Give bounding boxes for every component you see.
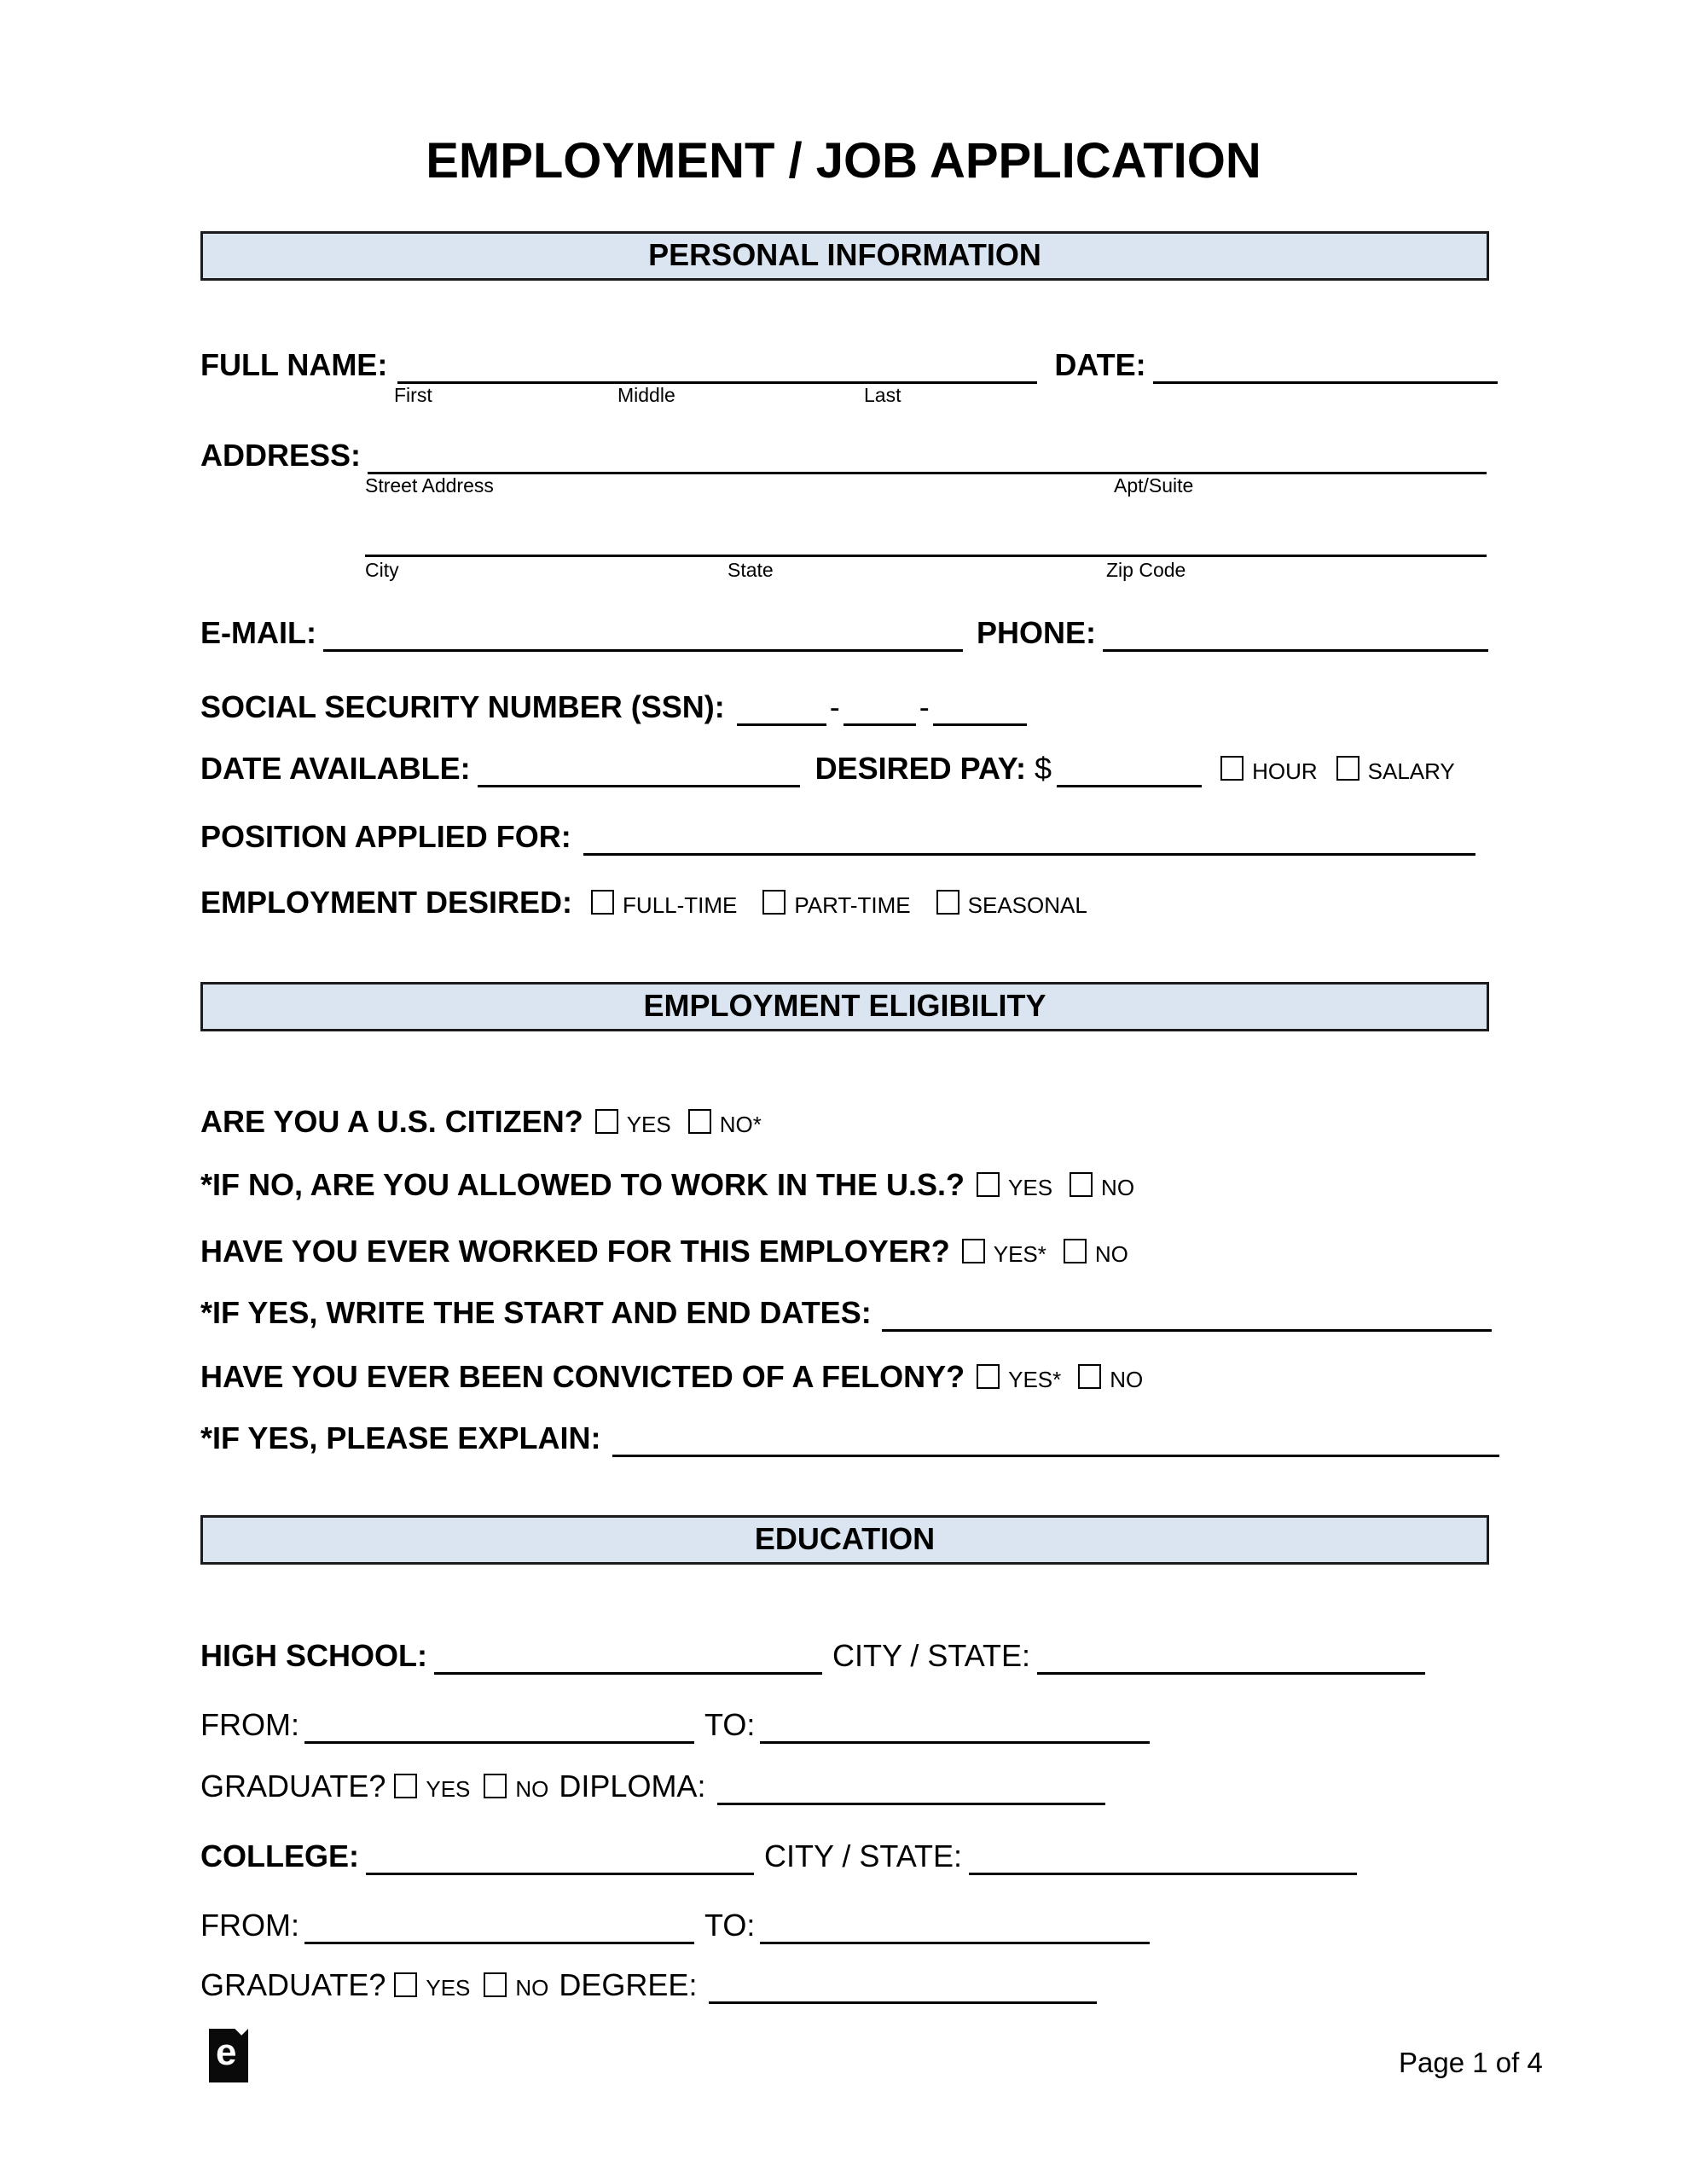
salary-checkbox[interactable] — [1336, 756, 1359, 781]
felony-yes-checkbox[interactable] — [977, 1364, 1000, 1389]
dollar-sign: $ — [1035, 751, 1052, 786]
section-header-employment-eligibility: EMPLOYMENT ELIGIBILITY — [200, 982, 1489, 1031]
page-number: Page 1 of 4 — [1399, 2047, 1543, 2078]
college-to-field-line[interactable] — [760, 1931, 1150, 1944]
hour-checkbox[interactable] — [1220, 756, 1244, 781]
full-name-field-line[interactable] — [397, 371, 1037, 384]
college-city-state-field-line[interactable] — [969, 1862, 1357, 1875]
ssn-field-line-1[interactable] — [737, 713, 826, 726]
felony-explain-label: *IF YES, PLEASE EXPLAIN: — [200, 1420, 601, 1455]
college-label: COLLEGE: — [200, 1838, 359, 1873]
allowed-no-label: NO — [1101, 1175, 1135, 1200]
college-graduate-no-label: NO — [515, 1975, 549, 2001]
full-time-checkbox[interactable] — [591, 890, 614, 915]
felony-question-label: HAVE YOU EVER BEEN CONVICTED OF A FELONY? — [200, 1359, 965, 1394]
email-phone-row — [200, 614, 1488, 652]
high-school-row — [200, 1637, 1425, 1675]
hs-from-label: FROM: — [200, 1707, 299, 1742]
ssn-row — [200, 688, 1027, 726]
allowed-no-checkbox[interactable] — [1070, 1172, 1093, 1197]
allowed-yes-checkbox[interactable] — [977, 1172, 1000, 1197]
high-school-graduate-row — [200, 1768, 1105, 1808]
college-graduate-yes-label: YES — [426, 1975, 471, 2001]
college-graduate-no-checkbox[interactable] — [484, 1972, 507, 1997]
eforms-logo-letter: e — [216, 2031, 237, 2073]
worked-no-label: NO — [1094, 1241, 1128, 1267]
college-graduate-row — [200, 1966, 1097, 2007]
ssn-dash-2: - — [919, 689, 930, 724]
high-school-label: HIGH SCHOOL: — [200, 1638, 427, 1673]
seasonal-checkbox[interactable] — [936, 890, 959, 915]
degree-field-line[interactable] — [709, 1991, 1097, 2004]
citizen-question-row — [200, 1103, 762, 1143]
employment-desired-row — [200, 884, 1087, 924]
college-city-state-label: CITY / STATE: — [764, 1838, 963, 1873]
address-label: ADDRESS: — [200, 438, 362, 473]
felony-explain-row — [200, 1420, 1499, 1457]
section-header-education: EDUCATION — [200, 1515, 1489, 1565]
zip-code-sublabel: Zip Code — [1106, 559, 1186, 581]
hs-graduate-no-checkbox[interactable] — [484, 1774, 507, 1798]
hs-from-field-line[interactable] — [304, 1731, 694, 1744]
worked-before-label: HAVE YOU EVER WORKED FOR THIS EMPLOYER? — [200, 1234, 950, 1269]
college-to-label: TO: — [704, 1908, 756, 1943]
degree-label: DEGREE: — [559, 1967, 698, 2002]
hs-city-state-field-line[interactable] — [1037, 1662, 1425, 1675]
seasonal-option-label: SEASONAL — [967, 892, 1087, 918]
diploma-label: DIPLOMA: — [559, 1769, 706, 1804]
street-address-field-line[interactable] — [368, 462, 1487, 474]
start-end-dates-field-line[interactable] — [882, 1319, 1492, 1332]
hour-option-label: HOUR — [1252, 758, 1318, 784]
phone-label: PHONE: — [976, 615, 1096, 650]
ssn-dash-1: - — [829, 689, 840, 724]
start-end-dates-row — [200, 1294, 1492, 1332]
city-state-zip-field-line[interactable] — [365, 555, 1487, 557]
date-available-field-line[interactable] — [478, 775, 800, 787]
hs-to-label: TO: — [704, 1707, 756, 1742]
felony-yes-label: YES* — [1008, 1367, 1062, 1392]
diploma-field-line[interactable] — [717, 1792, 1105, 1805]
ssn-field-line-2[interactable] — [844, 713, 916, 726]
start-end-dates-label: *IF YES, WRITE THE START AND END DATES: — [200, 1295, 872, 1330]
citizen-no-checkbox[interactable] — [688, 1109, 711, 1134]
full-time-option-label: FULL-TIME — [623, 892, 738, 918]
full-name-row — [200, 346, 1498, 384]
salary-option-label: SALARY — [1367, 758, 1455, 784]
college-graduate-label: GRADUATE? — [200, 1967, 386, 2002]
allowed-yes-label: YES — [1008, 1175, 1053, 1200]
hs-city-state-label: CITY / STATE: — [832, 1638, 1031, 1673]
date-available-desired-pay-row — [200, 750, 1455, 790]
hs-graduate-yes-checkbox[interactable] — [394, 1774, 417, 1798]
city-sublabel: City — [365, 559, 399, 581]
eforms-logo — [209, 2029, 248, 2082]
ssn-field-line-3[interactable] — [933, 713, 1027, 726]
date-field-line[interactable] — [1153, 371, 1498, 384]
date-available-label: DATE AVAILABLE: — [200, 751, 471, 786]
worked-before-row — [200, 1233, 1128, 1273]
worked-no-checkbox[interactable] — [1064, 1239, 1087, 1263]
hs-graduate-no-label: NO — [515, 1776, 549, 1802]
hs-to-field-line[interactable] — [760, 1731, 1150, 1744]
felony-no-checkbox[interactable] — [1078, 1364, 1101, 1389]
allowed-to-work-label: *IF NO, ARE YOU ALLOWED TO WORK IN THE U.S.? — [200, 1167, 965, 1202]
citizen-no-label: NO* — [719, 1112, 762, 1137]
full-name-label: FULL NAME: — [200, 347, 388, 382]
felony-question-row — [200, 1358, 1143, 1398]
phone-field-line[interactable] — [1103, 639, 1488, 652]
state-sublabel: State — [728, 559, 774, 581]
position-applied-label: POSITION APPLIED FOR: — [200, 819, 571, 854]
street-address-sublabel: Street Address — [365, 474, 494, 497]
part-time-option-label: PART-TIME — [794, 892, 911, 918]
felony-no-label: NO — [1110, 1367, 1144, 1392]
college-from-to-row — [200, 1907, 1150, 1944]
email-field-line[interactable] — [323, 639, 963, 652]
hs-graduate-label: GRADUATE? — [200, 1769, 386, 1804]
date-label: DATE: — [1054, 347, 1146, 382]
college-from-label: FROM: — [200, 1908, 299, 1943]
employment-desired-label: EMPLOYMENT DESIRED: — [200, 885, 573, 920]
position-applied-field-line[interactable] — [583, 843, 1475, 856]
citizen-question-label: ARE YOU A U.S. CITIZEN? — [200, 1104, 583, 1139]
college-row — [200, 1838, 1357, 1875]
middle-sublabel: Middle — [617, 384, 675, 406]
college-from-field-line[interactable] — [304, 1931, 694, 1944]
hs-graduate-yes-label: YES — [426, 1776, 471, 1802]
citizen-yes-label: YES — [626, 1112, 671, 1137]
college-field-line[interactable] — [366, 1862, 754, 1875]
apt-suite-sublabel: Apt/Suite — [1114, 474, 1194, 497]
address-row — [200, 437, 1487, 474]
high-school-field-line[interactable] — [434, 1662, 822, 1675]
college-graduate-yes-checkbox[interactable] — [394, 1972, 417, 1997]
section-header-personal-information: PERSONAL INFORMATION — [200, 231, 1489, 281]
desired-pay-label: DESIRED PAY: — [815, 751, 1027, 786]
position-applied-row — [200, 818, 1475, 856]
worked-yes-label: YES* — [993, 1241, 1046, 1267]
desired-pay-field-line[interactable] — [1057, 775, 1202, 787]
page-title: EMPLOYMENT / JOB APPLICATION — [426, 133, 1261, 189]
high-school-from-to-row — [200, 1706, 1150, 1744]
citizen-yes-checkbox[interactable] — [595, 1109, 618, 1134]
allowed-to-work-row — [200, 1166, 1134, 1206]
part-time-checkbox[interactable] — [762, 890, 786, 915]
last-sublabel: Last — [864, 384, 901, 406]
email-label: E-MAIL: — [200, 615, 316, 650]
ssn-label: SOCIAL SECURITY NUMBER (SSN): — [200, 689, 725, 724]
first-sublabel: First — [394, 384, 432, 406]
felony-explain-field-line[interactable] — [612, 1444, 1499, 1457]
worked-yes-checkbox[interactable] — [962, 1239, 985, 1263]
